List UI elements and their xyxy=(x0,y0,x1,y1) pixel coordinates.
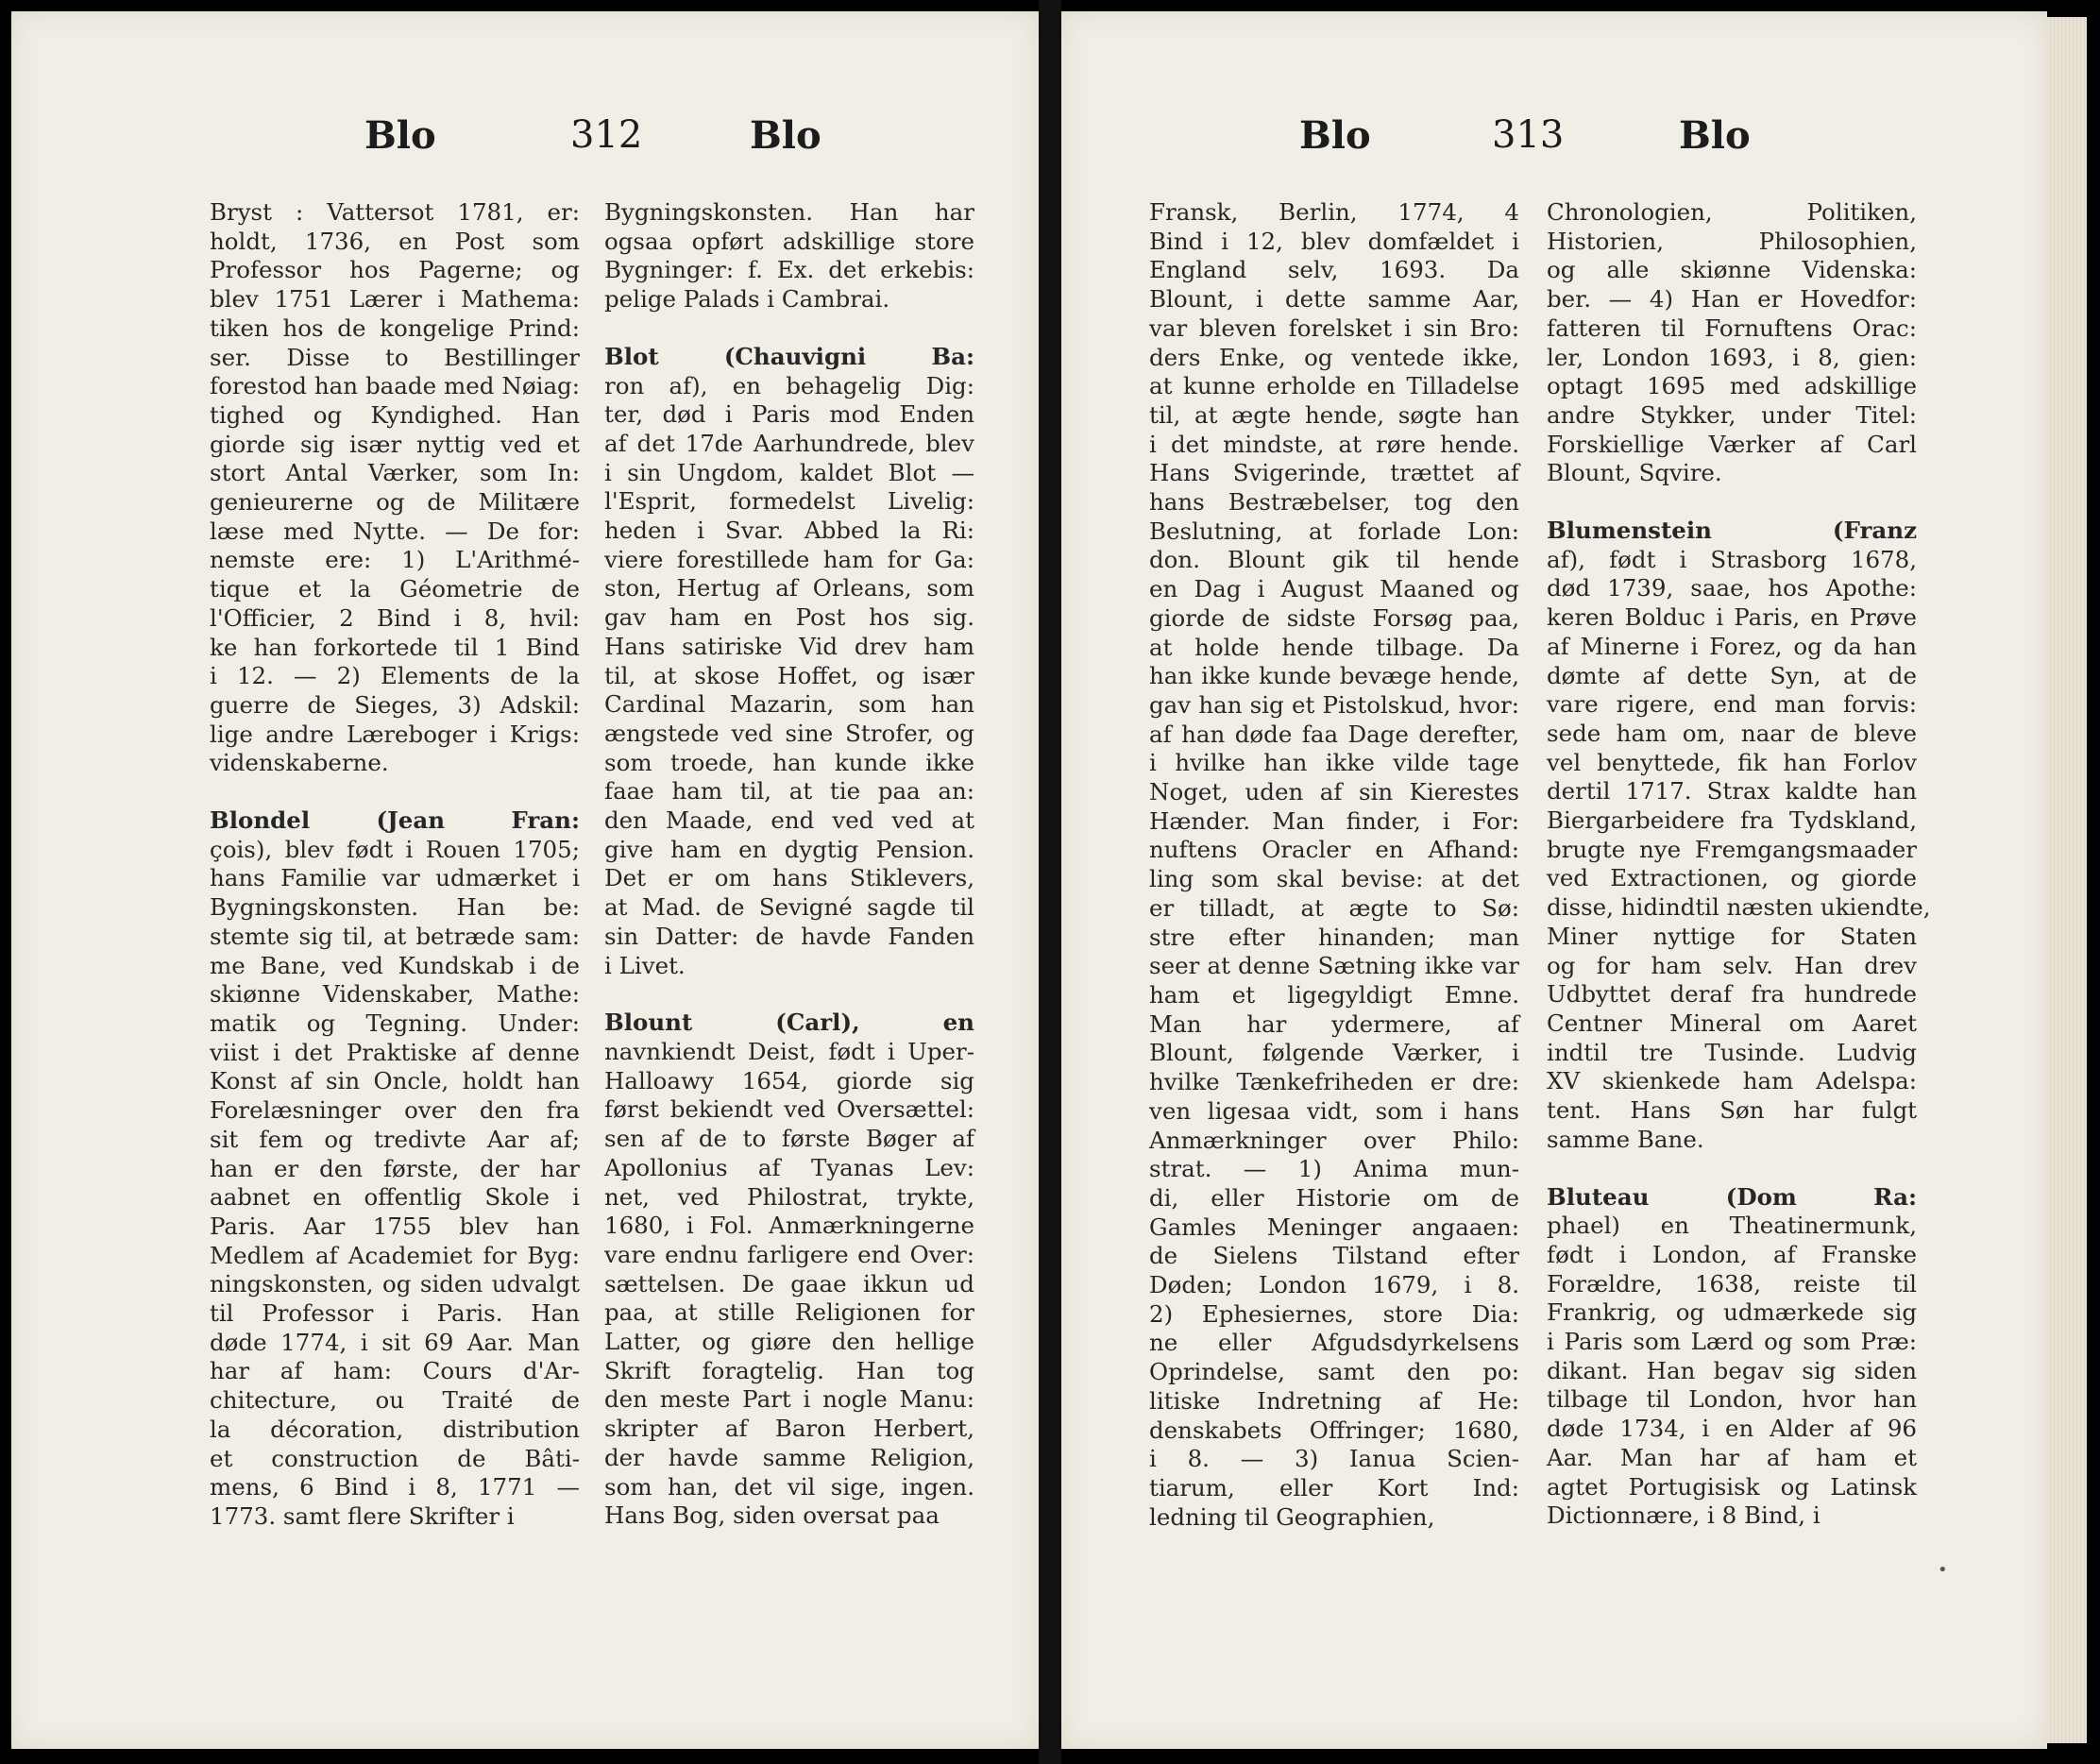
text-line: heden i Svar. Abbed la Ri: xyxy=(604,517,974,545)
text-line: Halloawy 1654, giorde sig xyxy=(604,1066,974,1094)
entry-heading-line: Blumenstein (Franz xyxy=(1547,517,1917,545)
text-line: andre Stykker, under Titel: xyxy=(1547,400,1917,429)
text-line: i det mindste, at røre hende. xyxy=(1149,430,1519,458)
text-line: vare rigere, end man forvis: xyxy=(1547,690,1917,719)
text-line: Udbyttet deraf fra hundrede xyxy=(1547,980,1917,1009)
text-line: sin Datter: de havde Fanden xyxy=(604,922,974,950)
text-line: tilbage til London, hvor han xyxy=(1547,1385,1917,1414)
entry-heading-line: Bluteau (Dom Ra: xyxy=(1547,1182,1917,1211)
text-line: tent. Hans Søn har fulgt xyxy=(1547,1096,1917,1125)
text-line: i hvilke han ikke vilde tage xyxy=(1149,749,1519,777)
text-line: nuftens Oracler en Afhand: xyxy=(1149,836,1519,864)
text-line: ne eller Afgudsdyrkelsens xyxy=(1149,1329,1519,1357)
text-line: Professor hos Pagerne; og xyxy=(210,256,580,284)
text-line: net, ved Philostrat, trykte, xyxy=(604,1182,974,1211)
text-line: født i London, af Franske xyxy=(1547,1240,1917,1268)
text-line: i Paris som Lærd og som Præ: xyxy=(1547,1328,1917,1356)
text-line: guerre de Sieges, 3) Adskil: xyxy=(210,690,580,719)
text-line: keren Bolduc i Paris, en Prøve xyxy=(1547,603,1917,632)
text-line: Apollonius af Tyanas Lev: xyxy=(604,1153,974,1181)
ink-speck: • xyxy=(1938,1560,1948,1580)
text-line: ke han forkortede til 1 Bind xyxy=(210,633,580,661)
text-line: Hænder. Man finder, i For: xyxy=(1149,806,1519,835)
text-line: Latter, og giøre den hellige xyxy=(604,1328,974,1356)
text-line: hvilke Tænkefriheden er dre: xyxy=(1149,1068,1519,1096)
text-line: Blount, Sqvire. xyxy=(1547,459,1722,487)
text-line: holdt, 1736, en Post som xyxy=(210,227,580,255)
left-page xyxy=(11,11,1039,1749)
text-line: et construction de Bâti- xyxy=(210,1444,580,1472)
text-line: sættelsen. De gaae ikkun ud xyxy=(604,1269,974,1298)
text-line: agtet Portugisisk og Latinsk xyxy=(1547,1472,1917,1501)
entry-heading-line: Blot (Chauvigni Ba: xyxy=(604,342,974,370)
text-line: Oprindelse, samt den po: xyxy=(1149,1358,1519,1386)
text-line: dikant. Han begav sig siden xyxy=(1547,1356,1917,1384)
text-line: af det 17de Aarhundrede, blev xyxy=(604,429,974,457)
text-line: Bryst : Vattersot 1781, er: xyxy=(210,198,580,226)
text-line: Forskiellige Værker af Carl xyxy=(1547,430,1917,458)
paragraph-gap xyxy=(604,314,974,343)
text-line: Fransk, Berlin, 1774, 4 xyxy=(1149,198,1519,226)
text-line: har af ham: Cours d'Ar- xyxy=(210,1357,580,1385)
text-line: Aar. Man har af ham et xyxy=(1547,1443,1917,1471)
text-line: at Mad. de Sevigné sagde til xyxy=(604,893,974,922)
text-line: død 1739, saae, hos Apothe: xyxy=(1547,574,1917,602)
paragraph-gap xyxy=(1547,1155,1917,1183)
text-line: ved Extractionen, og giorde xyxy=(1547,864,1917,892)
text-line: pelige Palads i Cambrai. xyxy=(604,285,890,314)
text-line: Man har ydermere, af xyxy=(1149,1009,1519,1038)
text-line: Konst af sin Oncle, holdt han xyxy=(210,1067,580,1095)
text-line: ven ligesaa vidt, som i hans xyxy=(1149,1096,1519,1125)
text-line: han er den første, der har xyxy=(210,1154,580,1182)
text-line: denskabets Offringer; 1680, xyxy=(1149,1416,1519,1444)
text-line: ter, død i Paris mod Enden xyxy=(604,400,974,429)
text-line: ders Enke, og ventede ikke, xyxy=(1149,343,1519,371)
left-running-head-right: Blo xyxy=(750,113,821,158)
text-line: tique et la Géometrie de xyxy=(210,575,580,603)
text-line: Historien, Philosophien, xyxy=(1547,227,1917,255)
text-line: Hans Bog, siden oversat paa xyxy=(604,1501,940,1530)
text-line: l'Officier, 2 Bind i 8, hvil: xyxy=(210,603,580,632)
text-line: giorde sig især nyttig ved et xyxy=(210,430,580,458)
text-line: 2) Ephesiernes, store Dia: xyxy=(1149,1299,1519,1328)
text-line: til Professor i Paris. Han xyxy=(210,1299,580,1328)
paragraph-gap xyxy=(210,778,580,806)
text-line: ham et ligegyldigt Emne. xyxy=(1149,980,1519,1009)
text-line: i sin Ungdom, kaldet Blot — xyxy=(604,458,974,486)
text-line: ser. Disse to Bestillinger xyxy=(210,343,580,371)
text-line: phael) en Theatinermunk, xyxy=(1547,1212,1917,1240)
text-line: ron af), en behagelig Dig: xyxy=(604,371,974,399)
text-line: Chronologien, Politiken, xyxy=(1547,198,1917,226)
text-line: tighed og Kyndighed. Han xyxy=(210,400,580,429)
text-line: Beslutning, at forlade Lon: xyxy=(1149,517,1519,545)
text-line: navnkiendt Deist, født i Uper- xyxy=(604,1037,974,1065)
text-line: indtil tre Tusinde. Ludvig xyxy=(1547,1038,1917,1066)
text-line: Døden; London 1679, i 8. xyxy=(1149,1271,1519,1299)
text-line: den Maade, end ved ved at xyxy=(604,806,974,835)
text-line: giorde de sidste Forsøg paa, xyxy=(1149,603,1519,632)
text-line: Forældre, 1638, reiste til xyxy=(1547,1269,1917,1298)
text-line: dømte af dette Syn, at de xyxy=(1547,661,1917,689)
text-line: en Dag i August Maaned og xyxy=(1149,575,1519,603)
text-line: Hans satiriske Vid drev ham xyxy=(604,632,974,660)
text-line: til, at ægte hende, søgte han xyxy=(1149,400,1519,429)
text-line: i 8. — 3) Ianua Scien- xyxy=(1149,1445,1519,1473)
text-line: litiske Indretning af He: xyxy=(1149,1386,1519,1415)
text-line: vel benyttede, fik han Forlov xyxy=(1547,748,1917,776)
text-line: Centner Mineral om Aaret xyxy=(1547,1009,1917,1037)
text-line: nemste ere: 1) L'Arithmé- xyxy=(210,546,580,574)
text-line: ængstede ved sine Strofer, og xyxy=(604,719,974,747)
text-line: seer at denne Sætning ikke var xyxy=(1149,952,1519,980)
text-line: blev 1751 Lærer i Mathema: xyxy=(210,285,580,314)
text-line: døde 1734, i en Alder af 96 xyxy=(1547,1415,1917,1443)
text-line: Bind i 12, blev domfældet i xyxy=(1149,227,1519,255)
text-line: gav ham en Post hos sig. xyxy=(604,603,974,632)
text-line: Bygninger: f. Ex. det erkebis: xyxy=(604,256,974,284)
left-page-number: 312 xyxy=(570,113,643,157)
text-line: paa, at stille Religionen for xyxy=(604,1298,974,1327)
right-running-head-left: Blo xyxy=(1299,113,1371,158)
text-line: af Minerne i Forez, og da han xyxy=(1547,632,1917,660)
text-line: stre efter hinanden; man xyxy=(1149,923,1519,951)
text-line: og for ham selv. Han drev xyxy=(1547,951,1917,979)
text-line: aabnet en offentlig Skole i xyxy=(210,1183,580,1212)
text-line: Hans Svigerinde, trættet af xyxy=(1149,459,1519,487)
text-line: Dictionnære, i 8 Bind, i xyxy=(1547,1501,1821,1530)
text-line: var bleven forelsket i sin Bro: xyxy=(1149,314,1519,342)
text-line: me Bane, ved Kundskab i de xyxy=(210,951,580,979)
text-line: di, eller Historie om de xyxy=(1149,1183,1519,1212)
text-line: Cardinal Mazarin, som han xyxy=(604,690,974,719)
text-line: l'Esprit, formedelst Livelig: xyxy=(604,487,974,516)
text-line: han ikke kunde bevæge hende, xyxy=(1149,662,1519,690)
text-line: forestod han baade med Nøiag: xyxy=(210,372,580,400)
text-line: ledning til Geographien, xyxy=(1149,1502,1435,1531)
entry-heading-line: Blount (Carl), en xyxy=(604,1009,974,1037)
text-line: lige andre Læreboger i Krigs: xyxy=(210,720,580,748)
text-line: til, at skose Hoffet, og især xyxy=(604,661,974,689)
text-line: skripter af Baron Herbert, xyxy=(604,1415,974,1443)
right-page-number: 313 xyxy=(1492,113,1565,157)
text-line: skiønne Videnskaber, Mathe: xyxy=(210,980,580,1009)
text-line: sen af de to første Bøger af xyxy=(604,1125,974,1153)
text-line: Noget, uden af sin Kierestes xyxy=(1149,778,1519,806)
text-line: fatteren til Fornuftens Orac: xyxy=(1547,314,1917,342)
text-line: hans Familie var udmærket i xyxy=(210,864,580,892)
text-line: mens, 6 Bind i 8, 1771 — xyxy=(210,1473,580,1501)
text-line: ber. — 4) Han er Hovedfor: xyxy=(1547,285,1917,314)
text-line: stort Antal Værker, som In: xyxy=(210,459,580,487)
text-line: 1680, i Fol. Anmærkningerne xyxy=(604,1212,974,1240)
text-line: samme Bane. xyxy=(1547,1125,1704,1153)
paragraph-gap xyxy=(604,980,974,1009)
text-line: Blount, følgende Værker, i xyxy=(1149,1039,1519,1067)
book-gutter xyxy=(1039,0,1061,1764)
entry-heading-line: Blondel (Jean Fran: xyxy=(210,806,580,835)
text-line: Skrift foragtelig. Han tog xyxy=(604,1356,974,1384)
text-line: don. Blount gik til hende xyxy=(1149,546,1519,574)
text-line: af), født i Strasborg 1678, xyxy=(1547,545,1917,573)
text-line: dertil 1717. Strax kaldte han xyxy=(1547,777,1917,806)
text-line: gav han sig et Pistolskud, hvor: xyxy=(1149,690,1519,719)
text-line: çois), blev født i Rouen 1705; xyxy=(210,835,580,863)
text-line: Paris. Aar 1755 blev han xyxy=(210,1212,580,1240)
text-line: England selv, 1693. Da xyxy=(1149,256,1519,284)
page-edges xyxy=(2047,17,2087,1743)
text-line: disse, hidindtil næsten ukiendte, xyxy=(1547,893,1931,922)
right-page-column-1 xyxy=(1149,198,1519,1532)
text-line: at holde hende tilbage. Da xyxy=(1149,633,1519,661)
text-line: Bygningskonsten. Han be: xyxy=(210,893,580,922)
text-line: chitecture, ou Traité de xyxy=(210,1386,580,1415)
text-line: ningskonsten, og siden udvalgt xyxy=(210,1270,580,1298)
left-page-column-1 xyxy=(210,198,580,1532)
text-line: give ham en dygtig Pension. xyxy=(604,835,974,863)
text-line: ler, London 1693, i 8, gien: xyxy=(1547,343,1917,371)
text-line: stemte sig til, at betræde sam: xyxy=(210,922,580,950)
text-line: Biergarbeidere fra Tydskland, xyxy=(1547,806,1917,835)
text-line: brugte nye Fremgangsmaader xyxy=(1547,835,1917,863)
text-line: ling som skal bevise: at det xyxy=(1149,865,1519,893)
text-line: sit fem og tredivte Aar af; xyxy=(210,1125,580,1153)
right-page xyxy=(1061,11,2047,1749)
text-line: Forelæsninger over den fra xyxy=(210,1096,580,1125)
text-line: sede ham om, naar de bleve xyxy=(1547,719,1917,747)
text-line: matik og Tegning. Under: xyxy=(210,1009,580,1037)
text-line: faae ham til, at tie paa an: xyxy=(604,777,974,806)
text-line: optagt 1695 med adskillige xyxy=(1547,372,1917,400)
text-line: der havde samme Religion, xyxy=(604,1443,974,1471)
text-line: viere forestillede ham for Ga: xyxy=(604,545,974,573)
right-running-head-right: Blo xyxy=(1679,113,1751,158)
text-line: XV skienkede ham Adelspa: xyxy=(1547,1067,1917,1095)
text-line: Bygningskonsten. Han har xyxy=(604,198,974,226)
text-line: læse med Nytte. — De for: xyxy=(210,517,580,545)
text-line: at kunne erholde en Tilladelse xyxy=(1149,372,1519,400)
text-line: som troede, han kunde ikke xyxy=(604,748,974,776)
text-line: de Sielens Tilstand efter xyxy=(1149,1242,1519,1270)
left-page-column-2 xyxy=(604,198,974,1531)
text-line: Det er om hans Stiklevers, xyxy=(604,864,974,892)
text-line: Anmærkninger over Philo: xyxy=(1149,1126,1519,1154)
text-line: vare endnu farligere end Over: xyxy=(604,1240,974,1268)
text-line: Miner nyttige for Staten xyxy=(1547,922,1917,950)
text-line: videnskaberne. xyxy=(210,749,389,777)
text-line: døde 1774, i sit 69 Aar. Man xyxy=(210,1328,580,1356)
text-line: Gamles Meninger angaaen: xyxy=(1149,1213,1519,1241)
text-line: den meste Part i nogle Manu: xyxy=(604,1385,974,1414)
text-line: Frankrig, og udmærkede sig xyxy=(1547,1298,1917,1327)
text-line: viist i det Praktiske af denne xyxy=(210,1038,580,1066)
left-running-head-left: Blo xyxy=(364,113,436,158)
text-line: er tilladt, at ægte to Sø: xyxy=(1149,893,1519,922)
text-line: genieurerne og de Militære xyxy=(210,488,580,517)
text-line: tiarum, eller Kort Ind: xyxy=(1149,1473,1519,1501)
text-line: Blount, i dette samme Aar, xyxy=(1149,285,1519,314)
text-line: Medlem af Academiet for Byg: xyxy=(210,1241,580,1269)
text-line: ogsaa opført adskillige store xyxy=(604,227,974,255)
text-line: af han døde faa Dage derefter, xyxy=(1149,720,1519,748)
paragraph-gap xyxy=(1547,488,1917,517)
text-line: hans Bestræbelser, tog den xyxy=(1149,488,1519,517)
text-line: i Livet. xyxy=(604,951,686,979)
right-page-column-2 xyxy=(1547,198,1931,1531)
text-line: og alle skiønne Videnska: xyxy=(1547,256,1917,284)
text-line: ston, Hertug af Orleans, som xyxy=(604,574,974,602)
text-line: først bekiendt ved Oversættel: xyxy=(604,1095,974,1124)
text-line: la décoration, distribution xyxy=(210,1415,580,1443)
text-line: i 12. — 2) Elements de la xyxy=(210,662,580,690)
text-line: strat. — 1) Anima mun- xyxy=(1149,1155,1519,1183)
text-line: 1773. samt flere Skrifter i xyxy=(210,1501,515,1530)
text-line: tiken hos de kongelige Prind: xyxy=(210,314,580,342)
text-line: som han, det vil sige, ingen. xyxy=(604,1472,974,1501)
